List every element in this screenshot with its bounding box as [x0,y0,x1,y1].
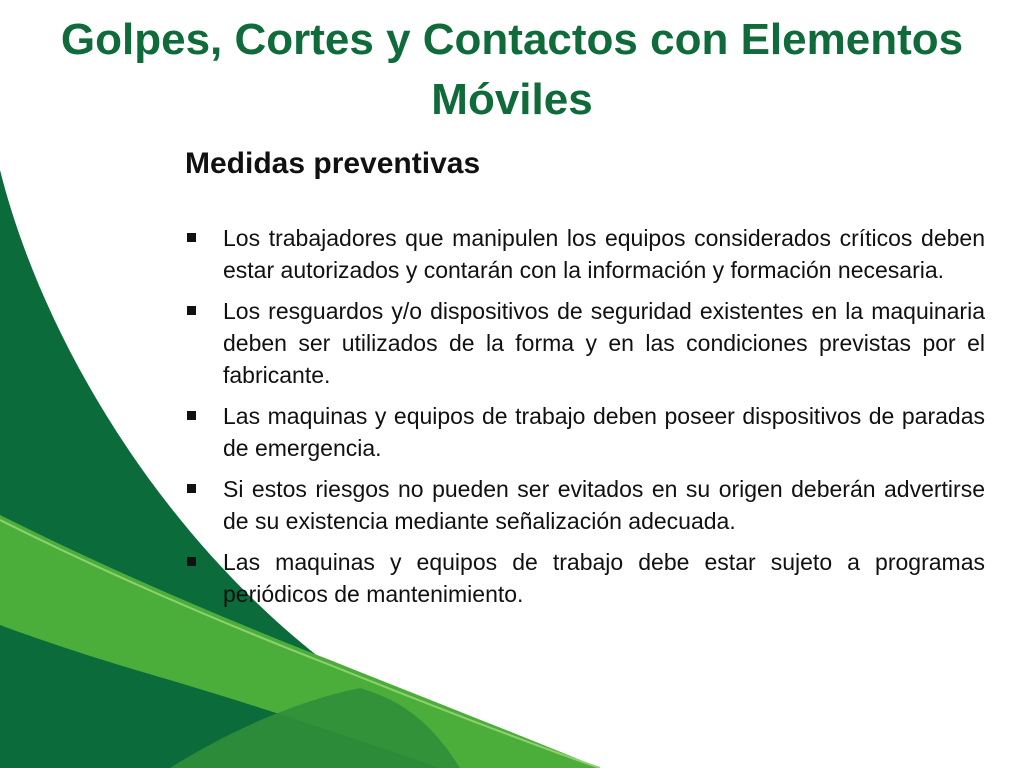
preventive-measures-list [185,222,985,619]
list-item [185,473,985,537]
square-bullet-icon [187,484,196,493]
list-item [185,222,985,286]
list-item [185,295,985,391]
slide-title: Golpes, Cortes y Contactos con Elementos Móviles [60,15,964,124]
square-bullet-icon [187,557,196,566]
list-item [185,546,985,610]
list-item-text: Si estos riesgos no pueden ser evitados en su origen deberán advertirse de su existencia mediante señalización adecuada. [223,476,985,534]
list-item [185,400,985,464]
section-subtitle: Medidas preventivas [185,147,481,180]
list-item-text: Las maquinas y equipos de trabajo deben poseer dispositivos de paradas de emergencia. [223,403,985,461]
square-bullet-icon [187,306,196,315]
list-item-text: Los resguardos y/o dispositivos de seguridad existentes en la maquinaria deben ser utilizados de la forma y en las condiciones previstas por el fabricante. [223,298,985,388]
square-bullet-icon [187,411,196,420]
square-bullet-icon [187,233,196,242]
list-item-text: Los trabajadores que manipulen los equipos considerados críticos deben estar autorizados y contarán con la información y formación necesaria. [223,225,985,283]
list-item-text: Las maquinas y equipos de trabajo debe estar sujeto a programas periódicos de mantenimiento. [223,549,985,607]
